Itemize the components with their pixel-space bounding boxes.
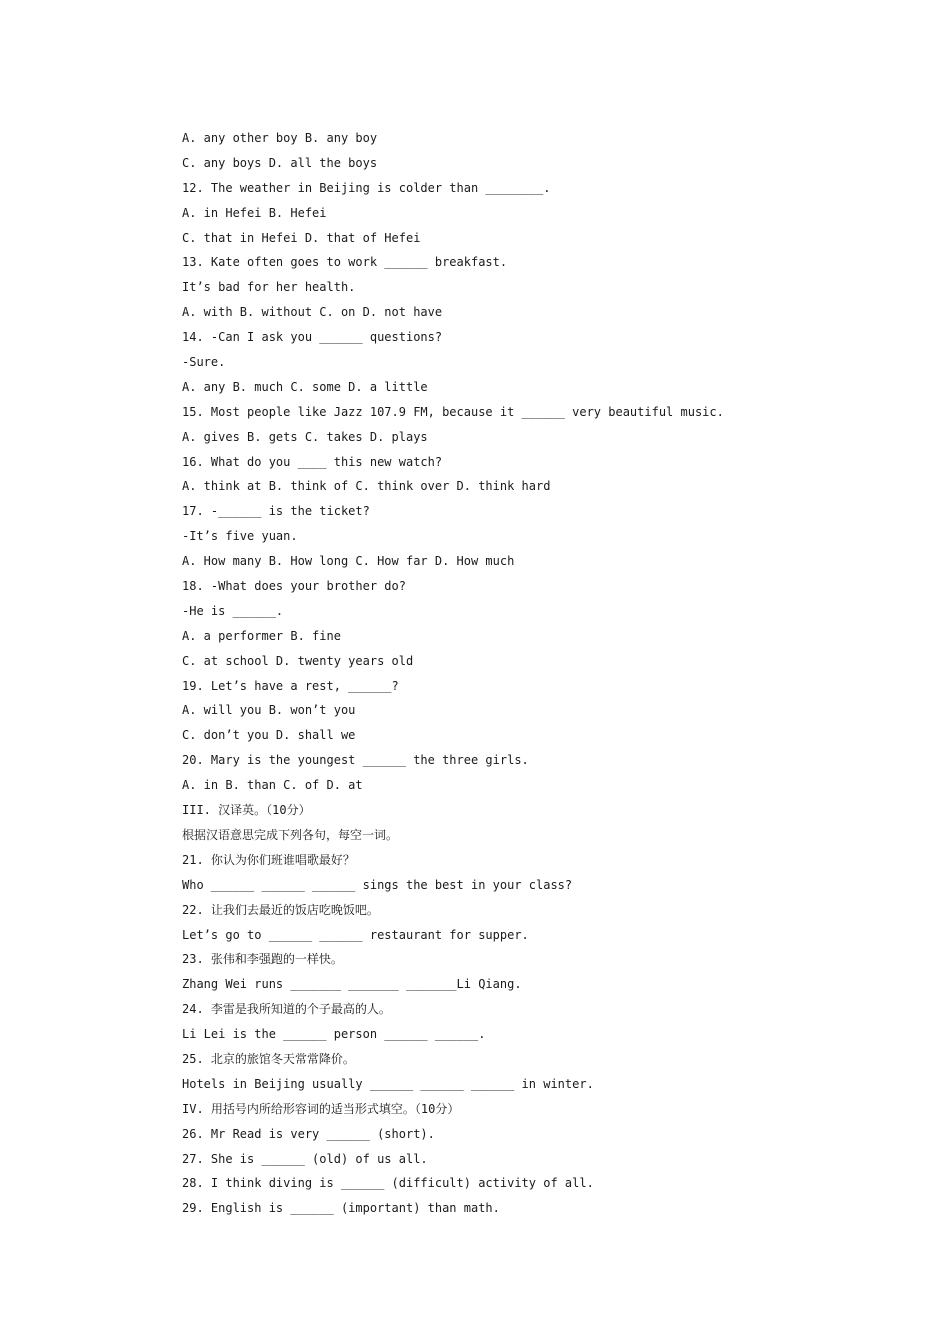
text-line: A. in B. than C. of D. at (182, 778, 363, 793)
text-line: -It’s five yuan. (182, 529, 298, 544)
question-19: 19. Let’s have a rest, ______? (182, 678, 399, 693)
question-22: 22. 让我们去最近的饭店吃晚饭吧。 (182, 902, 379, 917)
section-heading-iii: III. 汉译英。（10分） (182, 803, 311, 818)
section-instruction: 根据汉语意思完成下列各句，每空一词。 (182, 827, 399, 842)
document-page (182, 126, 882, 1221)
text-line: A. will you B. won’t you (182, 703, 356, 718)
text-line: Li Lei is the ______ person ______ ______. (182, 1027, 486, 1042)
text-line: C. any boys D. all the boys (182, 155, 378, 170)
text-line: Let’s go to ______ ______ restaurant for supper. (182, 927, 529, 942)
text-line: A. gives B. gets C. takes D. plays (182, 429, 428, 444)
question-24: 24. 李雷是我所知道的个子最高的人。 (182, 1002, 391, 1017)
question-27: 27. She is ______ (old) of us all. (182, 1151, 428, 1166)
question-18: 18. -What does your brother do? (182, 579, 406, 594)
question-14: 14. -Can I ask you ______ questions? (182, 330, 443, 345)
question-13: 13. Kate often goes to work ______ breakfast. (182, 255, 508, 270)
text-line: A. in Hefei B. Hefei (182, 205, 327, 220)
text-line: -He is ______. (182, 603, 284, 618)
text-line: It’s bad for her health. (182, 280, 356, 295)
text-line: A. any B. much C. some D. a little (182, 379, 428, 394)
section-heading-iv: IV. 用括号内所给形容词的适当形式填空。（10分） (182, 1101, 460, 1116)
text-line: A. think at B. think of C. think over D. think hard (182, 479, 551, 494)
text-line: A. any other boy B. any boy (182, 131, 378, 145)
text-line: A. with B. without C. on D. not have (182, 305, 443, 320)
text-line: Who ______ ______ ______ sings the best in your class? (182, 877, 573, 892)
text-line: C. at school D. twenty years old (182, 653, 414, 668)
question-26: 26. Mr Read is very ______ (short). (182, 1126, 435, 1141)
question-16: 16. What do you ____ this new watch? (182, 454, 443, 469)
question-12: 12. The weather in Beijing is colder than ________. (182, 180, 551, 195)
question-29: 29. English is ______ (important) than math. (182, 1201, 500, 1216)
question-15: 15. Most people like Jazz 107.9 FM, because it ______ very beautiful music. (182, 404, 724, 419)
text-line: C. that in Hefei D. that of Hefei (182, 230, 421, 245)
text-line: C. don’t you D. shall we (182, 728, 356, 743)
question-17: 17. -______ is the ticket? (182, 504, 370, 519)
question-25: 25. 北京的旅馆冬天常常降价。 (182, 1051, 355, 1066)
question-28: 28. I think diving is ______ (difficult) activity of all. (182, 1176, 594, 1191)
question-21: 21. 你认为你们班谁唱歌最好？ (182, 852, 355, 867)
text-line: -Sure. (182, 355, 226, 370)
text-line: Zhang Wei runs _______ _______ _______Li Qiang. (182, 977, 522, 992)
text-line: A. a performer B. fine (182, 628, 341, 643)
question-20: 20. Mary is the youngest ______ the three girls. (182, 753, 529, 768)
question-23: 23. 张伟和李强跑的一样快。 (182, 952, 343, 967)
text-line: Hotels in Beijing usually ______ ______ ______ in winter. (182, 1076, 594, 1091)
text-line: A. How many B. How long C. How far D. How much (182, 554, 515, 569)
